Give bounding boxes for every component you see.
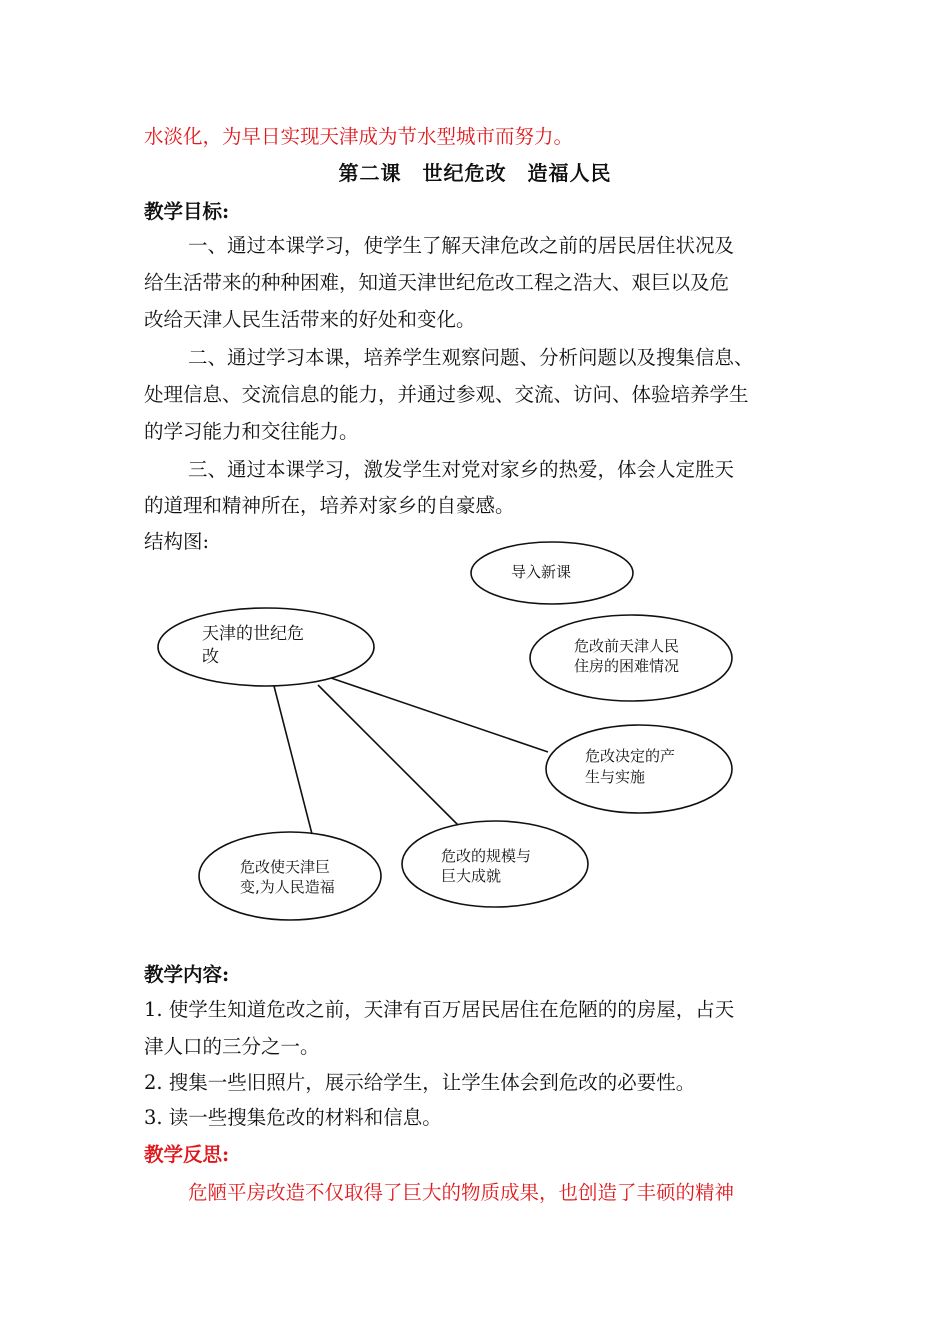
- objective-line: 改给天津人民生活带来的好处和变化。: [144, 308, 476, 331]
- objective-line: 一、通过本课学习，使学生了解天津危改之前的居民居住状况及: [188, 234, 735, 257]
- node-scale-text-1: 危改的规模与: [441, 847, 532, 865]
- node-before-text-2: 住房的困难情况: [574, 657, 680, 675]
- content-line: 津人口的三分之一。: [144, 1035, 320, 1058]
- objective-line: 给生活带来的种种困难，知道天津世纪危改工程之浩大、艰巨以及危: [144, 271, 730, 294]
- node-center-text-1: 天津的世纪危: [202, 624, 304, 644]
- node-center-ellipse: [158, 608, 374, 686]
- objective-line: 三、通过本课学习，激发学生对党对家乡的热爱，体会人定胜天: [188, 458, 735, 481]
- connector-to-change: [274, 686, 312, 834]
- content-heading: 教学内容:: [144, 963, 230, 986]
- lesson-title: 第二课 世纪危改 造福人民: [338, 161, 612, 185]
- node-scale-text-2: 巨大成就: [441, 867, 502, 885]
- node-decision-text-1: 危改决定的产: [585, 747, 676, 765]
- node-before-text-1: 危改前天津人民: [574, 637, 680, 655]
- node-center-text-2: 改: [202, 647, 219, 667]
- objective-line: 二、通过学习本课，培养学生观察问题、分析问题以及搜集信息、: [188, 346, 754, 369]
- content-line: 1. 使学生知道危改之前，天津有百万居民居住在危陋的的房屋，占天: [144, 998, 735, 1021]
- connector-to-scale: [318, 685, 458, 825]
- content-line: 2. 搜集一些旧照片，展示给学生，让学生体会到危改的必要性。: [144, 1071, 696, 1094]
- objective-line: 的学习能力和交往能力。: [144, 420, 359, 443]
- content-line: 3. 读一些搜集危改的材料和信息。: [144, 1106, 442, 1129]
- objectives-heading: 教学目标:: [144, 200, 230, 223]
- connector-to-decision: [331, 678, 548, 752]
- node-change-text-1: 危改使天津巨: [240, 858, 331, 876]
- node-change-text-2: 变,为人民造福: [240, 878, 335, 896]
- node-intro-text: 导入新课: [511, 563, 572, 581]
- reflection-line: 危陋平房改造不仅取得了巨大的物质成果，也创造了丰硕的精神: [188, 1181, 735, 1204]
- diagram-label: 结构图:: [144, 530, 210, 553]
- intro-line: 水淡化，为早日实现天津成为节水型城市而努力。: [144, 125, 574, 148]
- reflection-heading: 教学反思:: [144, 1143, 230, 1166]
- node-decision-text-2: 生与实施: [585, 768, 646, 786]
- objective-line: 的道理和精神所在，培养对家乡的自豪感。: [144, 494, 515, 517]
- objective-line: 处理信息、交流信息的能力，并通过参观、交流、访问、体验培养学生: [144, 383, 749, 406]
